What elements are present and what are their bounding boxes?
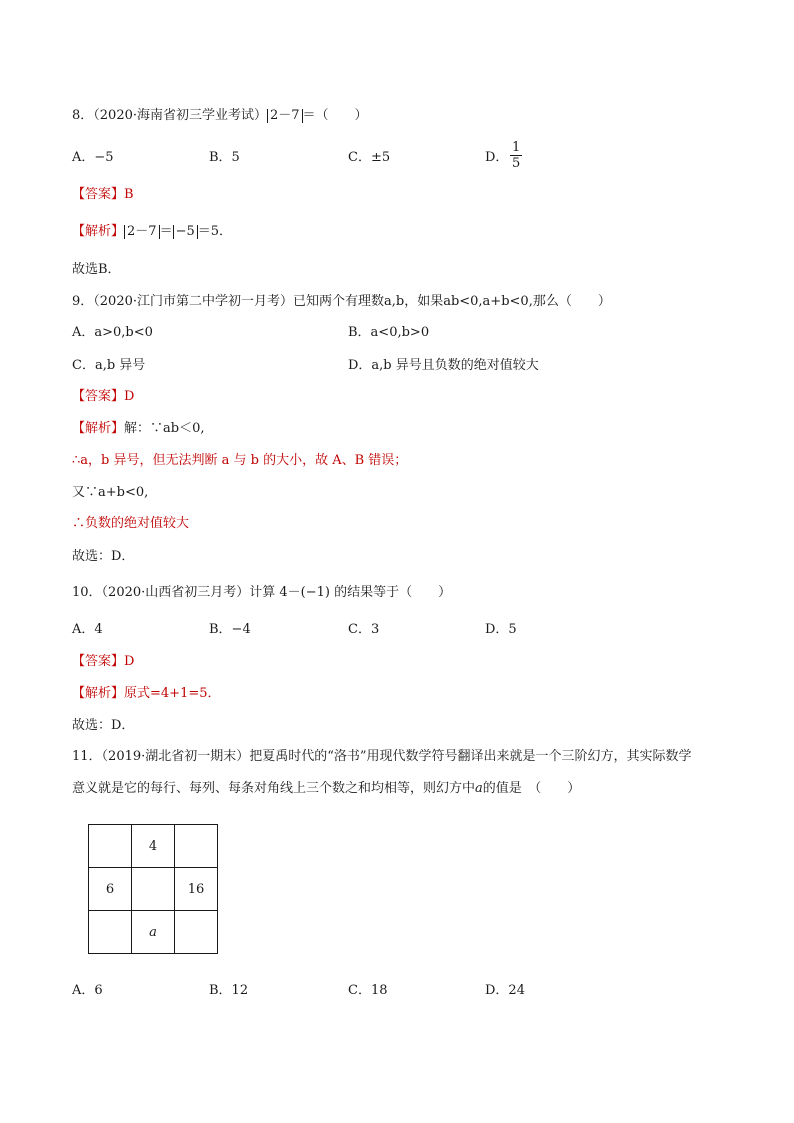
q8-fraction-denominator: 5 — [512, 156, 521, 171]
magic-square-cell-variable: a — [132, 911, 175, 954]
magic-square-cell: 6 — [89, 868, 132, 911]
q9-conclusion: 故选：D． — [72, 549, 135, 564]
magic-square-cell — [175, 825, 218, 868]
q9-option-c: C．a,b 异号 — [72, 358, 146, 373]
q11-stem-line2-suffix: 的值是 （ ） — [482, 781, 581, 796]
q9-answer — [72, 387, 134, 407]
q8-stem-suffix: ＝（ ） — [302, 108, 368, 123]
q10-answer-value: D — [124, 654, 135, 669]
q11-option-b: B．12 — [209, 983, 249, 998]
q10-option-c: C．3 — [348, 622, 380, 637]
q8-analysis — [72, 222, 232, 242]
q9-option-a: A．a>0,b<0 — [72, 325, 153, 340]
q9-answer-label: 【答案】 — [72, 389, 125, 404]
q9-analysis-label: 【解析】 — [72, 421, 125, 436]
q8-option-a: A．−5 — [72, 150, 114, 165]
q8-stem-prefix: 8．（2020·海南省初三学业考试） — [72, 108, 267, 123]
magic-square-cell — [89, 911, 132, 954]
q9-stem: 9．（2020·江门市第二中学初一月考）已知两个有理数a,b，如果ab<0,a+b<0,那么（ ） — [72, 294, 611, 309]
magic-square-cell: 4 — [132, 825, 175, 868]
q9-analysis-line2: ∴a，b 异号，但无法判断 a 与 b 的大小，故 A、B 错误； — [72, 453, 408, 468]
q8-analysis-result: ＝5． — [197, 224, 233, 239]
q8-analysis-abs1: 2－7 — [124, 225, 160, 239]
q10-stem: 10．（2020·山西省初三月考）计算 4－(−1) 的结果等于（ ） — [72, 585, 452, 600]
q8-option-b: B．5 — [209, 150, 240, 165]
q8-option-d-fraction — [510, 140, 522, 171]
q8-answer-label: 【答案】 — [72, 187, 125, 202]
q10-conclusion: 故选：D． — [72, 718, 135, 733]
q8-analysis-label: 【解析】 — [72, 224, 125, 239]
q10-analysis — [72, 684, 221, 704]
magic-square-row — [89, 868, 218, 911]
q8-analysis-abs2: −5 — [173, 225, 198, 239]
q8-stem — [72, 106, 368, 126]
q10-analysis-label: 【解析】 — [72, 686, 125, 701]
q10-option-a: A．4 — [72, 622, 103, 637]
q9-analysis-line1: 解：∵ab＜0, — [124, 421, 205, 436]
q11-stem-line2 — [72, 779, 580, 799]
magic-square-row — [89, 911, 218, 954]
q8-option-c: C．±5 — [348, 150, 391, 165]
q8-abs-expr: 2－7 — [267, 109, 303, 123]
q9-analysis-line3: 又∵a+b<0, — [72, 485, 149, 500]
q11-stem-variable: a — [475, 781, 483, 796]
q9-option-d: D．a,b 异号且负数的绝对值较大 — [348, 358, 539, 373]
magic-square-cell: 16 — [175, 868, 218, 911]
q8-fraction-numerator: 1 — [512, 140, 521, 155]
q11-stem-line2-prefix: 意义就是它的每行、每列、每条对角线上三个数之和均相等，则幻方中 — [72, 781, 476, 796]
q9-option-b: B．a<0,b>0 — [348, 325, 430, 340]
q11-option-d: D．24 — [485, 983, 525, 998]
q8-answer — [72, 185, 134, 205]
q10-option-d: D．5 — [485, 622, 517, 637]
q9-analysis — [72, 419, 205, 439]
q8-answer-value: B — [124, 187, 134, 202]
magic-square-row — [89, 825, 218, 868]
q10-answer — [72, 652, 134, 672]
magic-square-grid — [88, 824, 218, 954]
q9-analysis-line4: ∴负数的绝对值较大 — [72, 516, 190, 531]
magic-square-cell — [132, 868, 175, 911]
magic-square-cell — [175, 911, 218, 954]
q10-answer-label: 【答案】 — [72, 654, 125, 669]
q8-conclusion: 故选B． — [72, 262, 121, 277]
q10-option-b: B．−4 — [209, 622, 251, 637]
q11-option-c: C．18 — [348, 983, 388, 998]
q8-option-d-prefix: D． — [485, 150, 509, 165]
q10-analysis-line1: 原式=4+1=5． — [124, 686, 221, 701]
magic-square-cell — [89, 825, 132, 868]
q9-answer-value: D — [124, 389, 135, 404]
q8-analysis-eq: ＝ — [159, 224, 173, 239]
q11-option-a: A．6 — [72, 983, 103, 998]
q11-stem-line1: 11．（2019·湖北省初一期末）把夏禹时代的“洛书”用现代数学符号翻译出来就是一个三阶幻方，其实际数学 — [72, 749, 692, 764]
